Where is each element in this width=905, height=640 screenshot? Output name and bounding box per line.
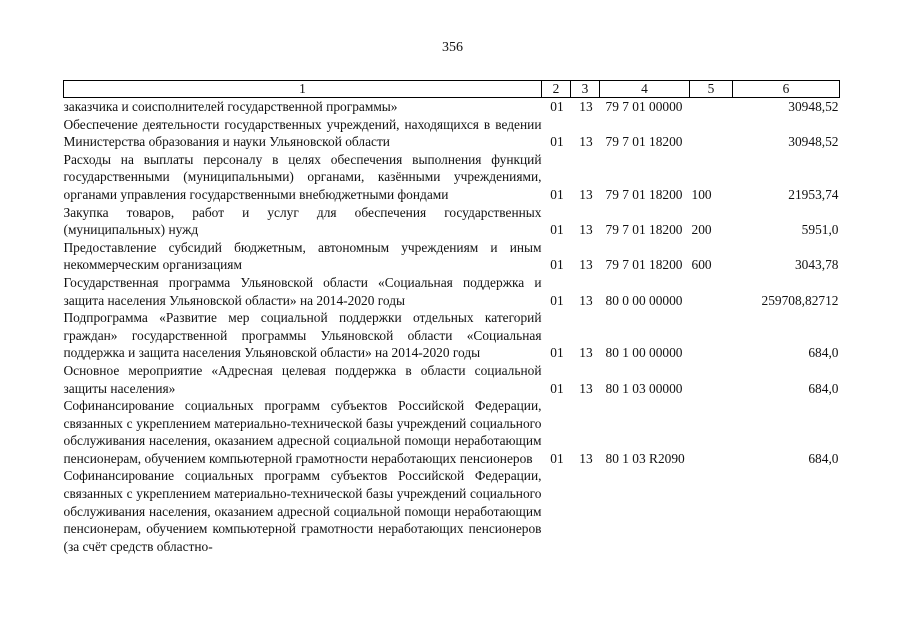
row-amount: 5951,0 — [801, 222, 839, 238]
row-subsection-code: 13 — [579, 222, 593, 238]
column-header-subsection: 3 — [571, 81, 600, 98]
row-expense-type-code — [690, 397, 733, 467]
row-section-code — [542, 467, 571, 555]
row-amount: 259708,82712 — [761, 292, 839, 308]
column-header-section: 2 — [542, 81, 571, 98]
row-description: Расходы на выплаты персоналу в целях обеспечения выполнения функций государственными (муниципальными) органами, казёнными учреждениями, органами управления государственными внебюджетными фондами — [63, 151, 542, 202]
row-section-code: 01 — [550, 99, 564, 114]
row-subsection-code: 13 — [579, 292, 593, 308]
row-amount: 684,0 — [808, 345, 839, 361]
row-expense-type-code: 600 — [691, 257, 712, 273]
row-section-code: 01 — [550, 345, 564, 361]
page-number: 356 — [442, 40, 463, 55]
table-row — [64, 274, 840, 309]
budget-table — [63, 80, 840, 555]
table-header-row — [64, 81, 840, 98]
row-description: заказчика и соисполнителей государственной программы» — [63, 99, 398, 114]
row-subsection-code: 13 — [579, 380, 593, 396]
table-body — [64, 98, 840, 556]
row-target-article-code: 79 7 01 18200 — [605, 257, 683, 273]
row-description: Подпрограмма «Развитие мер социальной поддержки отдельных категорий граждан» государственной программы Ульяновской области «Социальная поддержка и защита населения Ульяновской области» на 2014-2020 годы — [63, 310, 542, 361]
row-description: Государственная программа Ульяновской области «Социальная поддержка и защита населения Ульяновской области» на 2014-2020 годы — [63, 274, 542, 308]
row-target-article-code: 80 1 00 00000 — [605, 345, 683, 361]
row-amount: 30948,52 — [788, 134, 839, 150]
row-expense-type-code — [690, 116, 733, 151]
row-description: Софинансирование социальных программ субъектов Российской Федерации, связанных с укреплением материально-технической базы учреждений социального обслуживания населения, оказанием адресной социальной помощи неработающим пенсионерам, обучением компьютерной грамотности неработающих пенсионеров (за счёт средств областно- — [63, 468, 542, 554]
row-amount: 21953,74 — [788, 186, 839, 202]
column-header-target-article: 4 — [600, 81, 690, 98]
row-subsection-code: 13 — [579, 345, 593, 361]
row-section-code: 01 — [550, 380, 564, 396]
row-subsection-code — [571, 467, 600, 555]
table-row — [64, 116, 840, 151]
row-subsection-code: 13 — [579, 134, 593, 150]
row-target-article-code: 80 1 03 R2090 — [605, 450, 685, 466]
row-section-code: 01 — [550, 292, 564, 308]
table-row — [64, 239, 840, 274]
row-target-article-code: 79 7 01 18200 — [605, 222, 683, 238]
row-subsection-code: 13 — [579, 99, 593, 114]
row-amount: 3043,78 — [794, 257, 839, 273]
row-section-code: 01 — [550, 134, 564, 150]
row-amount: 684,0 — [808, 450, 839, 466]
column-header-name: 1 — [64, 81, 542, 98]
table-row — [64, 397, 840, 467]
row-expense-type-code — [690, 467, 733, 555]
column-header-amount: 6 — [733, 81, 840, 98]
row-expense-type-code — [690, 362, 733, 397]
row-expense-type-code — [690, 274, 733, 309]
row-section-code: 01 — [550, 222, 564, 238]
row-description: Обеспечение деятельности государственных учреждений, находящихся в ведении Министерства образования и науки Ульяновской области — [63, 116, 542, 150]
table-row — [64, 309, 840, 362]
row-expense-type-code: 100 — [691, 186, 712, 202]
row-description: Закупка товаров, работ и услуг для обеспечения государственных (муниципальных) нужд — [63, 204, 542, 238]
row-target-article-code — [600, 467, 690, 555]
table-row — [64, 362, 840, 397]
row-subsection-code: 13 — [579, 186, 593, 202]
row-expense-type-code — [690, 98, 733, 116]
row-amount: 30948,52 — [788, 99, 839, 114]
row-expense-type-code — [690, 309, 733, 362]
column-header-expense-type: 5 — [690, 81, 733, 98]
row-target-article-code: 80 0 00 00000 — [605, 292, 683, 308]
row-section-code: 01 — [550, 186, 564, 202]
row-section-code: 01 — [550, 450, 564, 466]
row-description: Предоставление субсидий бюджетным, автономным учреждениям и иным некоммерческим организациям — [63, 239, 542, 273]
table-row — [64, 467, 840, 555]
row-target-article-code: 79 7 01 18200 — [605, 134, 683, 150]
row-description: Софинансирование социальных программ субъектов Российской Федерации, связанных с укреплением материально-технической базы учреждений социального обслуживания населения, оказанием адресной социальной помощи неработающим пенсионерам, обучением компьютерной грамотности неработающих пенсионеров — [63, 398, 542, 466]
table-row — [64, 151, 840, 204]
row-target-article-code: 79 7 01 18200 — [605, 186, 683, 202]
row-amount — [733, 467, 840, 555]
row-amount: 684,0 — [808, 380, 839, 396]
table-row — [64, 204, 840, 239]
row-description: Основное мероприятие «Адресная целевая поддержка в области социальной защиты населения» — [63, 362, 542, 396]
row-expense-type-code: 200 — [691, 222, 712, 238]
row-subsection-code: 13 — [579, 450, 593, 466]
row-section-code: 01 — [550, 257, 564, 273]
row-target-article-code: 80 1 03 00000 — [605, 380, 683, 396]
table-row — [64, 98, 840, 116]
row-target-article-code: 79 7 01 00000 — [605, 99, 683, 114]
row-subsection-code: 13 — [579, 257, 593, 273]
